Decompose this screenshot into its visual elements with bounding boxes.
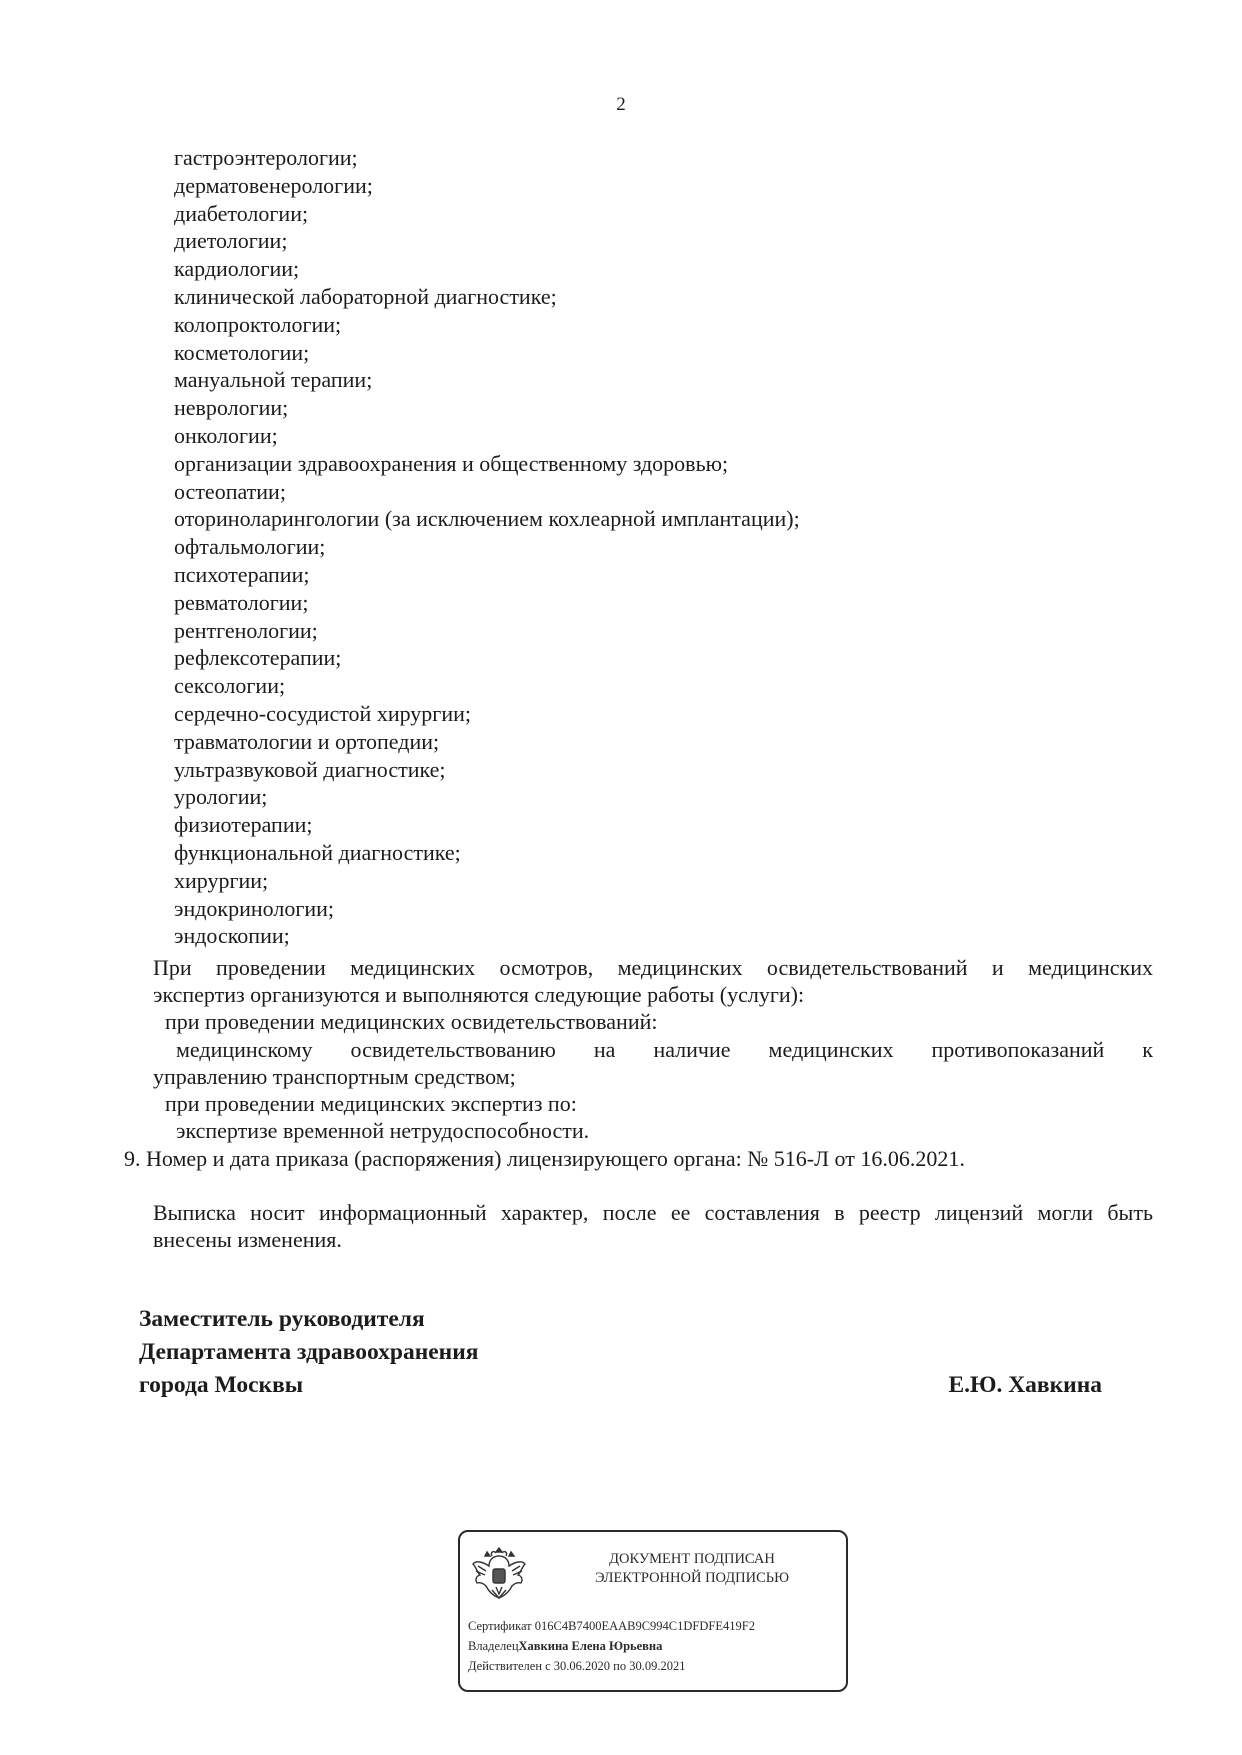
signatory-position-line-1: Заместитель руководителя [139,1306,425,1332]
list-item: офтальмологии; [174,534,326,560]
list-item: психотерапии; [174,561,310,587]
list-item: дерматовенерологии; [174,172,373,198]
list-item: сексологии; [174,673,286,699]
list-item: сердечно-сосудистой хирургии; [174,700,471,726]
note-line-1: Выписка носит информационный характер, после ее составления в реестр лицензий могли быть [153,1200,1153,1225]
exams-intro-line-2: экспертиз организуются и выполняются следующие работы (услуги): [153,982,805,1007]
coat-of-arms-icon [470,1542,528,1604]
list-item: клинической лабораторной диагностике; [174,283,557,309]
certifications-heading: при проведении медицинских освидетельствований: [165,1009,658,1034]
list-item: ультразвуковой диагностике; [174,756,446,782]
list-item: мануальной терапии; [174,367,373,393]
signatory-position [139,1303,478,1402]
stamp-validity: Действителен с 30.06.2020 по 30.09.2021 [468,1659,686,1673]
list-item: эндоскопии; [174,923,290,949]
stamp-owner-value: Хавкина Елена Юрьевна [518,1639,663,1653]
list-item: травматологии и ортопедии; [174,728,440,754]
page-number: 2 [616,94,626,115]
list-item: диабетологии; [174,200,309,226]
stamp-certificate-label: Сертификат [468,1619,532,1633]
stamp-certificate [468,1616,755,1636]
list-item: ревматологии; [174,589,309,615]
list-item: эндокринологии; [174,895,335,921]
certification-line-2: управлению транспортным средством; [153,1064,516,1089]
order-line: 9. Номер и дата приказа (распоряжения) лицензирующего органа: № 516-Л от 16.06.2021. [124,1146,965,1171]
list-item: оториноларингологии (за исключением кохлеарной имплантации); [174,506,800,532]
stamp-owner-label: Владелец [468,1639,519,1653]
stamp-certificate-value: 016C4B7400EAAB9C994C1DFDFE419F2 [534,1619,755,1633]
stamp-owner [468,1636,755,1656]
stamp-details [468,1616,755,1676]
list-item: рентгенологии; [174,617,318,643]
electronic-signature-stamp [458,1530,848,1692]
list-item: диетологии; [174,228,288,254]
exams-intro-line-1: При проведении медицинских осмотров, медицинских освидетельствований и медицинских [153,955,1153,980]
signatory-name: Е.Ю. Хавкина [948,1372,1102,1398]
stamp-title-line-2: ЭЛЕКТРОННОЙ ПОДПИСЬЮ [594,1570,790,1586]
list-item: гастроэнтерологии; [174,145,358,170]
expertise-item: экспертизе временной нетрудоспособности. [176,1118,590,1143]
list-item: организации здравоохранения и общественному здоровью; [174,450,729,476]
expertise-heading: при проведении медицинских экспертиз по: [165,1091,577,1116]
signatory-position-line-3: города Москвы [139,1372,304,1398]
list-item: косметологии; [174,339,310,365]
list-item: функциональной диагностике; [174,839,461,865]
list-item: колопроктологии; [174,311,342,337]
certification-line-1: медицинскому освидетельствованию на наличие медицинских противопоказаний к [176,1037,1153,1062]
list-item: урологии; [174,784,268,810]
stamp-title [542,1550,842,1588]
list-item: остеопатии; [174,478,286,504]
note-line-2: внесены изменения. [153,1227,342,1252]
list-item: рефлексотерапии; [174,645,342,671]
list-item: неврологии; [174,395,289,421]
list-item: кардиологии; [174,256,300,282]
list-item: хирургии; [174,867,269,893]
list-item: онкологии; [174,422,278,448]
signatory-position-line-2: Департамента здравоохранения [139,1339,479,1365]
list-item: физиотерапии; [174,812,313,838]
specialties-list [174,144,800,950]
stamp-title-line-1: ДОКУМЕНТ ПОДПИСАН [609,1551,775,1567]
